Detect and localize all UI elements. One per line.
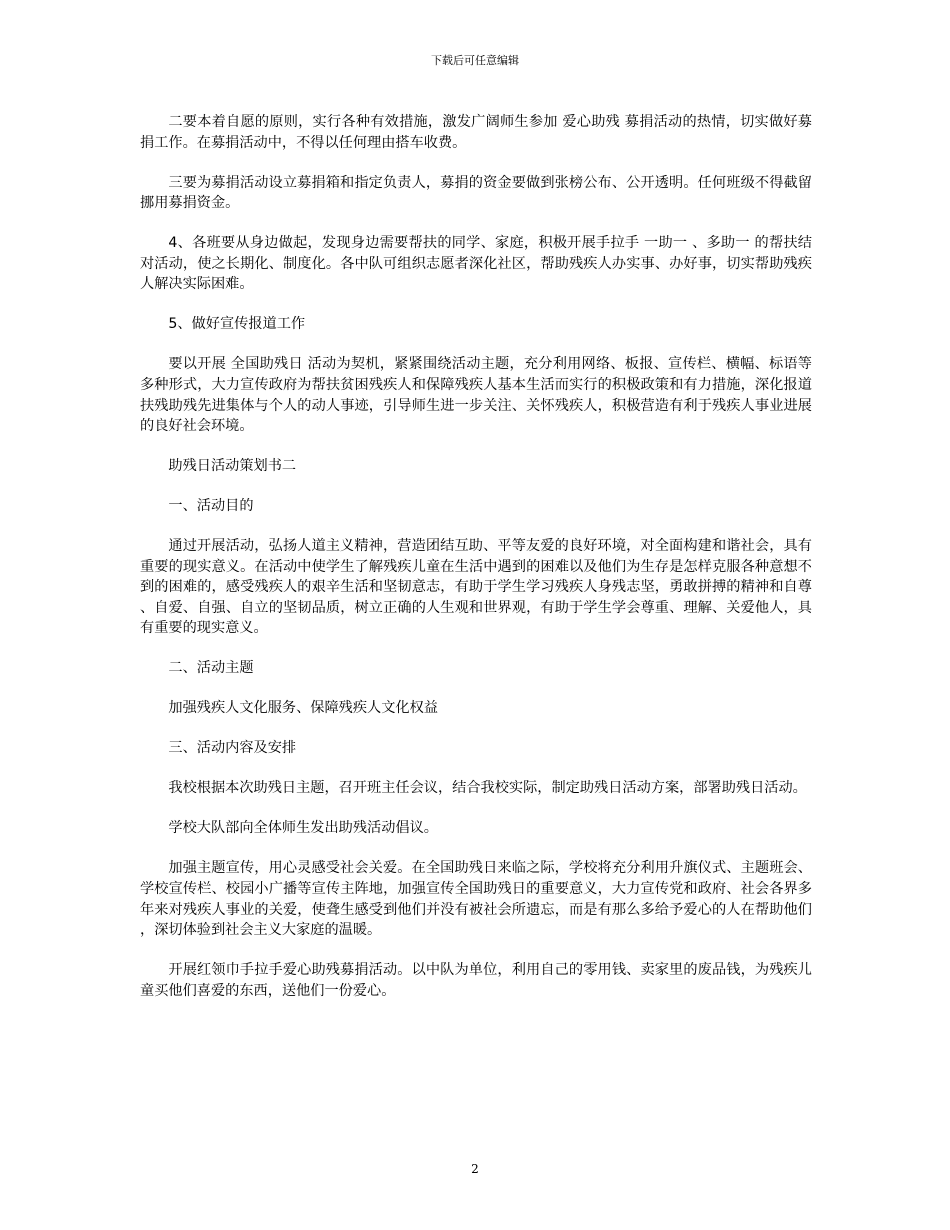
paragraph-publicity-heading: 5、做好宣传报道工作 — [168, 316, 306, 333]
paragraph-activity-purpose: 通过开展活动，弘扬人道主义精神，营造团结互助、平等友爱的良好环境，对全面构建和谐社会，具有重要的现实意义。在活动中使学生了解残疾儿童在生活中遇到的困难以及他们为生存是怎样克服各种意想不到的困难的，感受残疾人的艰辛生活和坚韧意志，有助于学生学习残疾人身残志坚，勇敢拼搏的精神和自尊、自爱、自强、自立的坚韧品质，树立正确的人生观和世界观，有助于学生学会尊重、理解、关爱他人，具有重要的现实意义。 — [140, 538, 812, 637]
paragraph-class-assistance: 4、各班要从身边做起，发现身边需要帮扶的同学、家庭，积极开展手拉手 一助一 、多助一 的帮扶结对活动，使之长期化、制度化。各中队可组织志愿者深化社区，帮助残疾人办实事、办好事，切实帮助残疾人解决实际困难。 — [140, 235, 812, 293]
paragraph-donation-voluntary: 二要本着自愿的原则，实行各种有效措施，激发广阔师生参加 爱心助残 募捐活动的热情，切实做好募捐工作。在募捐活动中，不得以任何理由搭车收费。 — [140, 114, 812, 151]
paragraph-initiative: 学校大队部向全体师生发出助残活动倡议。 — [168, 820, 438, 837]
paragraph-donation-box: 三要为募捐活动设立募捐箱和指定负责人，募捐的资金要做到张榜公布、公开透明。任何班级不得截留挪用募捐资金。 — [140, 174, 812, 212]
paragraph-red-scarf-donation: 开展红领巾手拉手爱心助残募捐活动。以中队为单位，利用自己的零用钱、卖家里的废品钱，为残疾儿童买他们喜爱的东西，送他们一份爱心。 — [140, 962, 812, 999]
paragraph-publicity-body: 要以开展 全国助残日 活动为契机，紧紧围绕活动主题，充分利用网络、板报、宣传栏、横幅、标语等多种形式，大力宣传政府为帮扶贫困残疾人和保障残疾人基本生活而实行的积极政策和有力措施，深化报道扶残助残先进集体与个人的动人事迹，引导师生进一步关注、关怀残疾人，积极营造有利于残疾人事业进展的良好社会环境。 — [140, 356, 812, 435]
paragraph-teacher-meeting: 我校根据本次助残日主题，召开班主任会议，结合我校实际，制定助残日活动方案，部署助残日活动。 — [168, 780, 807, 797]
page-header: 下载后可任意编辑 — [431, 54, 519, 67]
paragraph-activity-theme: 加强残疾人文化服务、保障残疾人文化权益 — [168, 700, 438, 717]
heading-activity-content: 三、活动内容及安排 — [168, 740, 297, 757]
heading-activity-theme: 二、活动主题 — [168, 660, 254, 677]
document-body — [140, 112, 812, 1021]
page-number: 2 — [471, 1162, 479, 1176]
heading-activity-purpose: 一、活动目的 — [168, 498, 254, 515]
section-title-plan-two: 助残日活动策划书二 — [168, 458, 297, 475]
paragraph-theme-publicity: 加强主题宣传，用心灵感受社会关爱。在全国助残日来临之际，学校将充分利用升旗仪式、主题班会、学校宣传栏、校园小广播等宣传主阵地，加强宣传全国助残日的重要意义，大力宣传党和政府、社会各界多年来对残疾人事业的关爱，使聋生感受到他们并没有被社会所遗忘，而是有那么多给予爱心的人在帮助他们，深切体验到社会主义大家庭的温暖。 — [140, 860, 812, 939]
